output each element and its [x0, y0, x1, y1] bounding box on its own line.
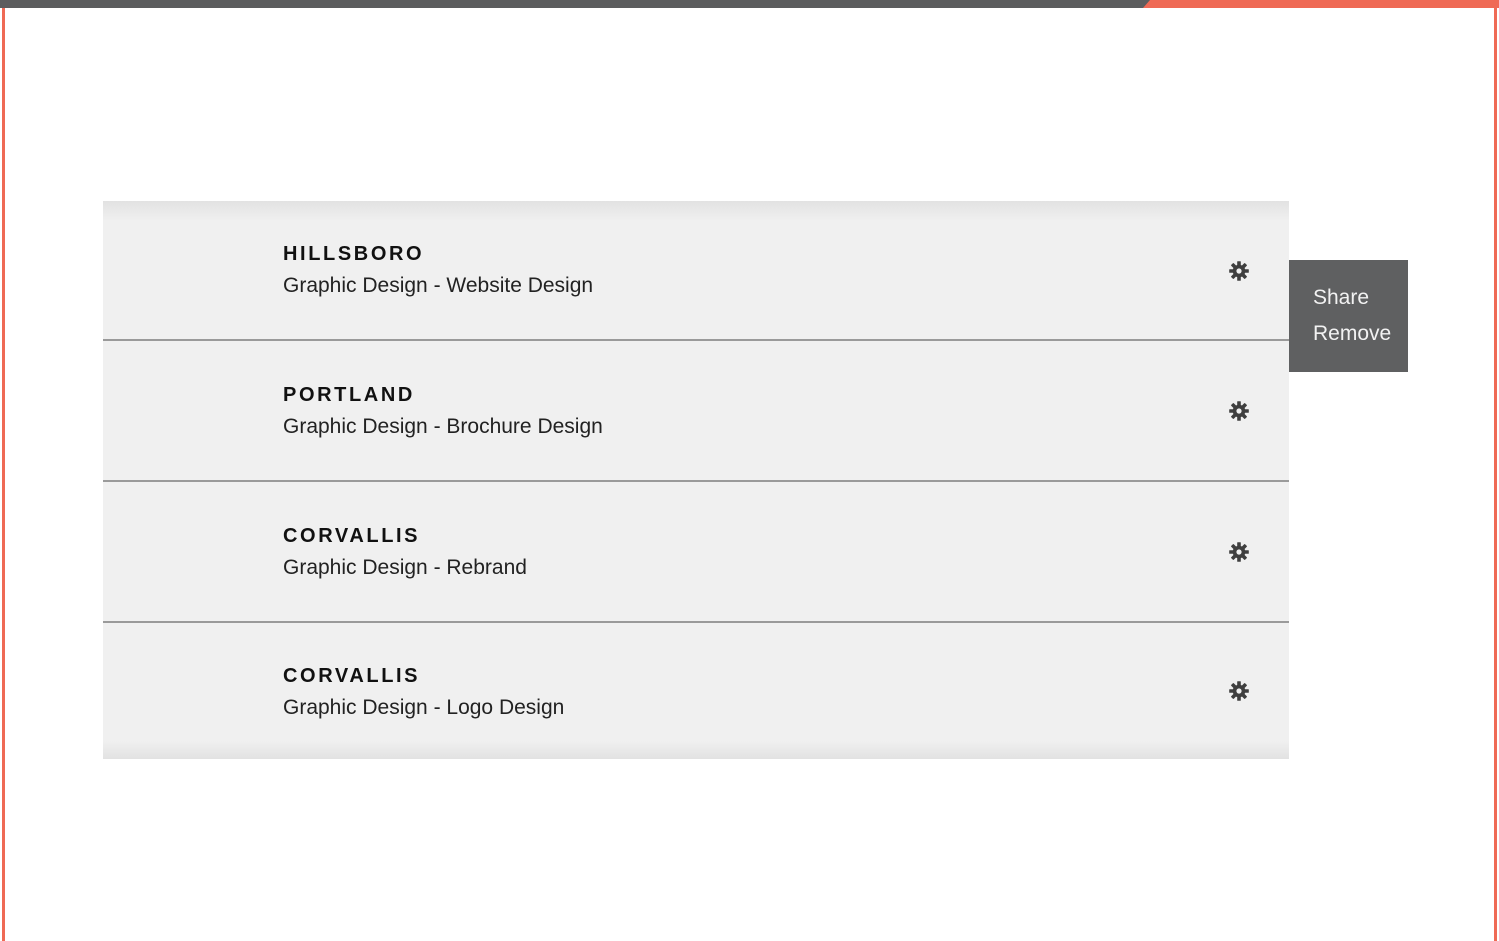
top-bar-accent: [1143, 0, 1499, 8]
share-menu-item[interactable]: Share: [1313, 286, 1370, 309]
list-item[interactable]: [103, 623, 1289, 759]
project-subtitle: Graphic Design - Rebrand: [283, 556, 527, 579]
gear-icon[interactable]: [1227, 259, 1251, 283]
project-list: [103, 201, 1289, 759]
context-menu: [1289, 260, 1408, 372]
divider: [103, 621, 1289, 623]
list-item[interactable]: [103, 201, 1289, 339]
gear-icon[interactable]: [1227, 540, 1251, 564]
divider: [103, 480, 1289, 482]
project-title: CORVALLIS: [283, 525, 421, 547]
project-title: PORTLAND: [283, 384, 415, 406]
project-title: CORVALLIS: [283, 665, 421, 687]
list-item[interactable]: [103, 482, 1289, 621]
divider: [103, 339, 1289, 341]
top-bar: [0, 0, 1150, 8]
remove-menu-item[interactable]: Remove: [1313, 322, 1392, 345]
gear-icon[interactable]: [1227, 399, 1251, 423]
list-item[interactable]: [103, 341, 1289, 480]
gear-icon[interactable]: [1227, 679, 1251, 703]
project-subtitle: Graphic Design - Website Design: [283, 274, 594, 297]
project-title: HILLSBORO: [283, 243, 425, 265]
project-subtitle: Graphic Design - Brochure Design: [283, 415, 603, 438]
project-subtitle: Graphic Design - Logo Design: [283, 696, 565, 719]
